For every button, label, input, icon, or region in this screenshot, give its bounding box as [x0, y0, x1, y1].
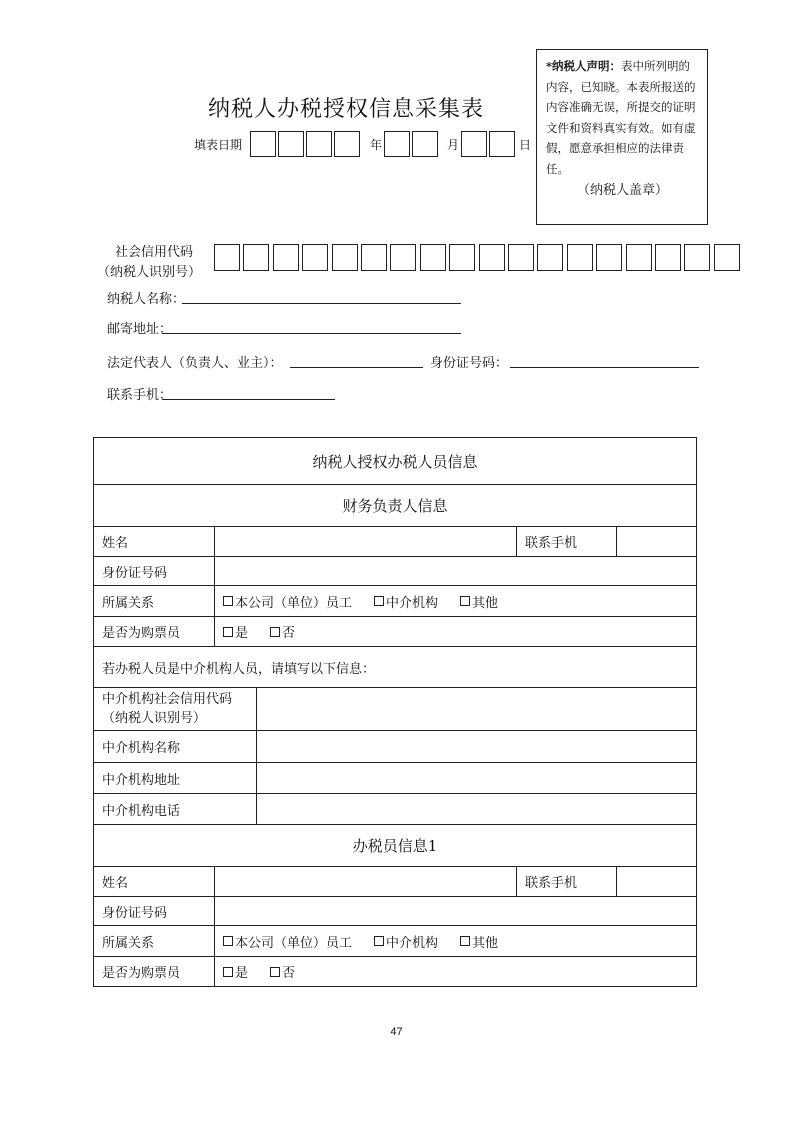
form-title: 纳税人办税授权信息采集表: [208, 97, 485, 122]
option-label: 其他: [472, 595, 499, 611]
credit-code-digit-box[interactable]: [537, 244, 563, 271]
credit-code-digit-box[interactable]: [684, 244, 710, 271]
authorization-table: [93, 437, 697, 987]
finance-section-title: 财务负责人信息: [342, 497, 448, 515]
taxpayer-name-field[interactable]: [182, 303, 461, 304]
declaration-heading: *纳税人声明：: [546, 59, 622, 73]
finance-relation-row: [94, 585, 696, 616]
officer-phone-label: 联系手机: [516, 867, 616, 896]
credit-code-digit-box[interactable]: [567, 244, 593, 271]
finance-phone-input[interactable]: [616, 527, 696, 556]
checkbox-icon[interactable]: [223, 936, 233, 946]
agency-address-input[interactable]: [256, 763, 696, 793]
relation-option-other[interactable]: [460, 592, 498, 611]
table-title-row: [94, 438, 696, 484]
day-digit-box[interactable]: [489, 131, 515, 157]
declaration-box: [536, 49, 708, 225]
credit-code-digit-box[interactable]: [449, 244, 475, 271]
option-label: 本公司（单位）员工: [235, 595, 353, 611]
option-label: 中介机构: [386, 935, 439, 951]
officer-relation-row: [94, 925, 696, 956]
finance-name-input[interactable]: [214, 527, 516, 556]
finance-section-header: [94, 484, 696, 526]
agency-code-label: 中介机构社会信用代码（纳税人识别号）: [102, 692, 233, 726]
option-label: 否: [282, 626, 296, 641]
officer-id-row: [94, 896, 696, 925]
officer-name-row: [94, 866, 696, 896]
buyer-option-no[interactable]: [270, 962, 295, 981]
year-digit-box[interactable]: [278, 131, 304, 157]
credit-code-label: 社会信用代码: [115, 245, 194, 260]
agency-code-input[interactable]: [256, 688, 696, 730]
agency-note: 若办税人员是中介机构人员，请填写以下信息：: [102, 661, 376, 677]
option-label: 本公司（单位）员工: [235, 935, 353, 951]
month-label: 月: [447, 138, 460, 152]
mailing-address-field[interactable]: [162, 333, 461, 334]
officer-buyer-label: 是否为购票员: [102, 966, 181, 981]
day-digit-box[interactable]: [461, 131, 487, 157]
credit-code-digit-box[interactable]: [390, 244, 416, 271]
credit-code-digit-box[interactable]: [243, 244, 269, 271]
credit-code-digit-box[interactable]: [508, 244, 534, 271]
agency-phone-input[interactable]: [256, 794, 696, 824]
credit-code-digit-box[interactable]: [596, 244, 622, 271]
relation-option-employee[interactable]: [223, 932, 352, 951]
legal-rep-label: 法定代表人（负责人、业主）：: [107, 356, 283, 371]
credit-code-digit-box[interactable]: [420, 244, 446, 271]
agency-code-row: [94, 687, 696, 730]
tax-officer-section-header: [94, 824, 696, 866]
credit-code-digit-box[interactable]: [273, 244, 299, 271]
month-digit-box[interactable]: [384, 131, 410, 157]
option-label: 其他: [472, 935, 499, 951]
officer-buyer-options: [214, 957, 696, 986]
taxpayer-seal-label: （纳税人盖章）: [576, 183, 668, 198]
agency-note-row: [94, 646, 696, 687]
credit-code-digit-box[interactable]: [361, 244, 387, 271]
relation-option-agency[interactable]: [374, 932, 438, 951]
officer-name-label: 姓名: [102, 876, 129, 891]
officer-phone-input[interactable]: [616, 867, 696, 896]
officer-id-label: 身份证号码: [102, 905, 168, 921]
checkbox-icon[interactable]: [270, 967, 280, 977]
finance-name-row: [94, 526, 696, 556]
declaration-text: 表中所列明的内容，已知晓。本表所报送的内容准确无误，所提交的证明文件和资料真实有效。如有虚假，愿意承担相应的法律责任。: [546, 59, 696, 176]
credit-code-digit-box[interactable]: [214, 244, 240, 271]
relation-option-other[interactable]: [460, 932, 498, 951]
credit-code-digit-box[interactable]: [332, 244, 358, 271]
taxpayer-id-label: （纳税人识别号）: [97, 265, 202, 280]
relation-option-employee[interactable]: [223, 592, 352, 611]
officer-relation-options: [214, 926, 696, 956]
option-label: 是: [235, 966, 249, 981]
buyer-option-yes[interactable]: [223, 962, 248, 981]
credit-code-digit-box[interactable]: [479, 244, 505, 271]
checkbox-icon[interactable]: [374, 596, 384, 606]
finance-phone-label: 联系手机: [516, 527, 616, 556]
option-label: 否: [282, 966, 296, 981]
year-label: 年: [370, 138, 383, 152]
credit-code-digit-box[interactable]: [655, 244, 681, 271]
id-number-field[interactable]: [510, 367, 699, 368]
mailing-address-label: 邮寄地址：: [107, 322, 173, 337]
day-label: 日: [519, 138, 532, 152]
officer-relation-label: 所属关系: [102, 935, 155, 951]
finance-id-input[interactable]: [214, 557, 696, 585]
officer-id-input[interactable]: [214, 897, 696, 925]
agency-phone-label: 中介机构电话: [102, 803, 181, 819]
mobile-label: 联系手机：: [107, 388, 173, 403]
checkbox-icon[interactable]: [460, 596, 470, 606]
tax-officer-section-title: 办税员信息1: [352, 837, 438, 855]
finance-name-label: 姓名: [102, 536, 129, 551]
officer-buyer-row: [94, 956, 696, 986]
checkbox-icon[interactable]: [223, 967, 233, 977]
agency-address-row: [94, 762, 696, 793]
option-label: 是: [235, 626, 249, 641]
finance-buyer-label: 是否为购票员: [102, 626, 181, 641]
fill-date-label: 填表日期: [194, 138, 243, 152]
option-label: 中介机构: [386, 595, 439, 611]
checkbox-icon[interactable]: [374, 936, 384, 946]
agency-name-row: [94, 730, 696, 762]
relation-option-agency[interactable]: [374, 592, 438, 611]
checkbox-icon[interactable]: [223, 596, 233, 606]
officer-name-input[interactable]: [214, 867, 516, 896]
id-number-label: 身份证号码：: [430, 356, 509, 371]
finance-id-row: [94, 556, 696, 585]
finance-buyer-row: [94, 616, 696, 646]
finance-id-label: 身份证号码: [102, 565, 168, 581]
table-main-title: 纳税人授权办税人员信息: [312, 452, 478, 471]
checkbox-icon[interactable]: [270, 627, 280, 637]
page-number: 47: [390, 1026, 403, 1038]
agency-phone-row: [94, 793, 696, 824]
year-digit-box[interactable]: [306, 131, 332, 157]
agency-name-input[interactable]: [256, 731, 696, 762]
finance-relation-label: 所属关系: [102, 595, 155, 611]
buyer-option-no[interactable]: [270, 622, 295, 641]
credit-code-digit-box[interactable]: [302, 244, 328, 271]
taxpayer-name-label: 纳税人名称：: [107, 292, 186, 307]
checkbox-icon[interactable]: [460, 936, 470, 946]
credit-code-digit-box[interactable]: [626, 244, 652, 271]
month-digit-box[interactable]: [412, 131, 438, 157]
year-digit-box[interactable]: [334, 131, 360, 157]
checkbox-icon[interactable]: [223, 627, 233, 637]
finance-buyer-options: [214, 617, 696, 646]
credit-code-digit-box[interactable]: [714, 244, 740, 271]
mobile-field[interactable]: [162, 399, 335, 400]
year-digit-box[interactable]: [250, 131, 276, 157]
agency-name-label: 中介机构名称: [102, 741, 181, 756]
finance-relation-options: [214, 586, 696, 616]
agency-address-label: 中介机构地址: [102, 772, 181, 788]
buyer-option-yes[interactable]: [223, 622, 248, 641]
legal-rep-field[interactable]: [290, 367, 423, 368]
